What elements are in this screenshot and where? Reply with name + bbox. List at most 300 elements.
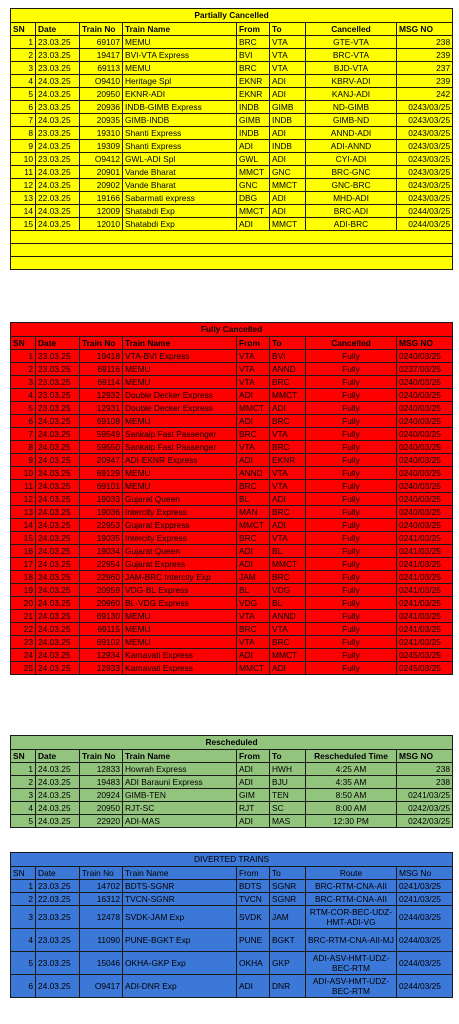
train-no-cell: 22953	[80, 519, 123, 532]
sn-cell: 4	[11, 75, 36, 88]
status-cell: RTM-COR-BEC-UDZ-HMT-ADI-VG	[306, 906, 397, 929]
date-cell: 24.03.25	[36, 649, 80, 662]
date-cell: 24.03.25	[36, 623, 80, 636]
date-cell: 24.03.25	[36, 166, 80, 179]
date-cell: 24.03.25	[36, 467, 80, 480]
date-cell: 24.03.25	[36, 140, 80, 153]
to-cell: BVI	[270, 350, 306, 363]
train-no-cell: 12010	[80, 218, 123, 231]
table-body	[11, 350, 453, 675]
status-cell: Fully	[306, 662, 397, 675]
to-cell: BRC	[270, 415, 306, 428]
from-cell: VTA	[237, 441, 270, 454]
date-cell: 24.03.25	[36, 88, 80, 101]
from-cell: SVDK	[237, 906, 270, 929]
blank-row	[11, 244, 453, 257]
msg-no-cell: 0241/03/25	[397, 584, 453, 597]
to-cell: MMCT	[270, 558, 306, 571]
partially-cancelled-table	[10, 8, 453, 270]
train-name-cell: Gujarat Queen	[123, 545, 237, 558]
status-cell: ADI-BRC	[306, 218, 397, 231]
from-cell: ADI	[237, 815, 270, 828]
train-no-cell: 19418	[80, 350, 123, 363]
from-cell: DBG	[237, 192, 270, 205]
status-cell: Fully	[306, 584, 397, 597]
train-no-cell: 20960	[80, 597, 123, 610]
date-cell: 24.03.25	[36, 597, 80, 610]
train-no-cell: 19035	[80, 532, 123, 545]
sn-cell: 13	[11, 192, 36, 205]
train-no-cell: 59549	[80, 428, 123, 441]
train-no-cell: 20935	[80, 114, 123, 127]
sn-cell: 6	[11, 101, 36, 114]
msg-no-cell: 0240/03/25	[397, 402, 453, 415]
from-cell: VTA	[237, 636, 270, 649]
col-header: MSG No	[397, 867, 453, 880]
msg-no-cell: 239	[397, 49, 453, 62]
from-cell: ADI	[237, 776, 270, 789]
to-cell: INDB	[270, 114, 306, 127]
table-row	[11, 179, 453, 192]
sn-cell: 4	[11, 802, 36, 815]
from-cell: EKNR	[237, 75, 270, 88]
to-cell: EKNR	[270, 454, 306, 467]
table-row	[11, 929, 453, 952]
train-name-cell: Intercity Express	[123, 506, 237, 519]
status-cell: Fully	[306, 363, 397, 376]
msg-no-cell: 0241/03/25	[397, 558, 453, 571]
msg-no-cell: 0243/03/25	[397, 166, 453, 179]
table-row	[11, 350, 453, 363]
table-row	[11, 893, 453, 906]
from-cell: MMCT	[237, 519, 270, 532]
table-row	[11, 880, 453, 893]
status-cell: Fully	[306, 454, 397, 467]
train-name-cell: Karnavati Express	[123, 649, 237, 662]
from-cell: GIM	[237, 789, 270, 802]
sn-cell: 20	[11, 597, 36, 610]
train-name-cell: Sankalp Fast Passenger	[123, 428, 237, 441]
train-no-cell: 20959	[80, 584, 123, 597]
sn-cell: 24	[11, 649, 36, 662]
from-cell: BVI	[237, 49, 270, 62]
table-row	[11, 166, 453, 179]
sn-cell: 5	[11, 952, 36, 975]
status-cell: KANJ-ADI	[306, 88, 397, 101]
train-no-cell: 20950	[80, 88, 123, 101]
table-row	[11, 49, 453, 62]
msg-no-cell: 0243/03/25	[397, 127, 453, 140]
col-header: Train Name	[123, 337, 237, 350]
sn-cell: 12	[11, 179, 36, 192]
to-cell: BRC	[270, 441, 306, 454]
status-cell: Fully	[306, 506, 397, 519]
table-row	[11, 480, 453, 493]
train-name-cell: Heritage Spl	[123, 75, 237, 88]
table-row	[11, 441, 453, 454]
to-cell: ADI	[270, 519, 306, 532]
sn-cell: 4	[11, 389, 36, 402]
status-cell: ANND-ADI	[306, 127, 397, 140]
table-row	[11, 975, 453, 998]
status-cell: CYI-ADI	[306, 153, 397, 166]
train-no-cell: 12933	[80, 662, 123, 675]
train-no-cell: 20902	[80, 179, 123, 192]
status-cell: 4:25 AM	[306, 763, 397, 776]
sn-cell: 2	[11, 49, 36, 62]
status-cell: Fully	[306, 467, 397, 480]
train-name-cell: BDTS-SGNR	[123, 880, 237, 893]
msg-no-cell: 0244/03/25	[397, 205, 453, 218]
col-header: Date	[36, 337, 80, 350]
table-row	[11, 545, 453, 558]
table-row	[11, 88, 453, 101]
to-cell: ADI	[270, 127, 306, 140]
sn-cell: 14	[11, 205, 36, 218]
col-header: Cancelled	[306, 23, 397, 36]
train-name-cell: MEMU	[123, 36, 237, 49]
table-body	[11, 880, 453, 998]
msg-no-cell: 0241/03/25	[397, 623, 453, 636]
train-no-cell: 12934	[80, 649, 123, 662]
msg-no-cell: 0243/03/25	[397, 192, 453, 205]
to-cell: ADI	[270, 662, 306, 675]
msg-no-cell: 0244/03/25	[397, 218, 453, 231]
to-cell: BJU	[270, 776, 306, 789]
table-row	[11, 402, 453, 415]
train-no-cell: 22920	[80, 815, 123, 828]
from-cell: BRC	[237, 36, 270, 49]
table-row	[11, 571, 453, 584]
sn-cell: 15	[11, 218, 36, 231]
date-cell: 23.03.25	[36, 906, 80, 929]
train-name-cell: GIMB-TEN	[123, 789, 237, 802]
col-header: Route	[306, 867, 397, 880]
train-name-cell: Intercity Express	[123, 532, 237, 545]
to-cell: ADI	[270, 75, 306, 88]
date-cell: 24.03.25	[36, 205, 80, 218]
status-cell: KBRV-ADI	[306, 75, 397, 88]
header-row	[11, 23, 453, 36]
msg-no-cell: 0240/03/25	[397, 441, 453, 454]
sn-cell: 25	[11, 662, 36, 675]
status-cell: Fully	[306, 571, 397, 584]
table-row	[11, 218, 453, 231]
train-name-cell: OKHA-GKP Exp	[123, 952, 237, 975]
to-cell: BRC	[270, 571, 306, 584]
status-cell: ADI-ASV-HMT-UDZ-BEC-RTM	[306, 975, 397, 998]
to-cell: ADI	[270, 205, 306, 218]
date-cell: 24.03.25	[36, 763, 80, 776]
date-cell: 23.03.25	[36, 101, 80, 114]
to-cell: VTA	[270, 36, 306, 49]
partially-cancelled-section	[10, 8, 452, 270]
msg-no-cell: 0241/03/25	[397, 610, 453, 623]
table-row	[11, 815, 453, 828]
from-cell: GNC	[237, 179, 270, 192]
date-cell: 24.03.25	[36, 415, 80, 428]
from-cell: GWL	[237, 153, 270, 166]
train-no-cell: 12833	[80, 763, 123, 776]
table-row	[11, 363, 453, 376]
train-no-cell: 19033	[80, 493, 123, 506]
status-cell: Fully	[306, 532, 397, 545]
from-cell: JAM	[237, 571, 270, 584]
to-cell: BL	[270, 545, 306, 558]
train-no-cell: 22960	[80, 571, 123, 584]
train-no-cell: 14702	[80, 880, 123, 893]
msg-no-cell: 0241/03/25	[397, 789, 453, 802]
sn-cell: 6	[11, 975, 36, 998]
train-no-cell: 12478	[80, 906, 123, 929]
train-no-cell: 19036	[80, 506, 123, 519]
sn-cell: 7	[11, 114, 36, 127]
sn-cell: 3	[11, 906, 36, 929]
col-header: SN	[11, 23, 36, 36]
from-cell: PUNE	[237, 929, 270, 952]
to-cell: ADI	[270, 88, 306, 101]
table-row	[11, 662, 453, 675]
date-cell: 24.03.25	[36, 454, 80, 467]
msg-no-cell: 0243/03/25	[397, 140, 453, 153]
train-name-cell: MEMU	[123, 467, 237, 480]
col-header: Train Name	[123, 23, 237, 36]
to-cell: ADI	[270, 192, 306, 205]
from-cell: BRC	[237, 428, 270, 441]
train-name-cell: MEMU	[123, 636, 237, 649]
table-row	[11, 389, 453, 402]
sn-cell: 4	[11, 929, 36, 952]
to-cell: SGNR	[270, 893, 306, 906]
train-no-cell: 69130	[80, 610, 123, 623]
status-cell: ADI-ASV-HMT-UDZ-BEC-RTM	[306, 952, 397, 975]
sn-cell: 6	[11, 415, 36, 428]
train-name-cell: MEMU	[123, 62, 237, 75]
train-no-cell: 20924	[80, 789, 123, 802]
to-cell: ANND	[270, 610, 306, 623]
train-no-cell: 69107	[80, 36, 123, 49]
train-name-cell: ADI-DNR Exp	[123, 975, 237, 998]
date-cell: 23.03.25	[36, 402, 80, 415]
sn-cell: 10	[11, 153, 36, 166]
status-cell: BRC-RTM-CNA-AII-MJ	[306, 929, 397, 952]
diverted-table	[10, 852, 453, 998]
train-name-cell: RJT-SC	[123, 802, 237, 815]
date-cell: 24.03.25	[36, 545, 80, 558]
train-name-cell: ADI-EKNR Express	[123, 454, 237, 467]
sn-cell: 11	[11, 480, 36, 493]
from-cell: VTA	[237, 350, 270, 363]
col-header: Train Name	[123, 867, 237, 880]
col-header: SN	[11, 867, 36, 880]
col-header: From	[237, 750, 270, 763]
col-header: MSG NO	[397, 750, 453, 763]
table-row	[11, 454, 453, 467]
msg-no-cell: 242	[397, 88, 453, 101]
table-row	[11, 467, 453, 480]
sn-cell: 5	[11, 88, 36, 101]
status-cell: Fully	[306, 402, 397, 415]
status-cell: GNC-BRC	[306, 179, 397, 192]
to-cell: SGNR	[270, 880, 306, 893]
train-name-cell: PUNE-BGKT Exp	[123, 929, 237, 952]
train-name-cell: JAM-BRC Intercity Exp	[123, 571, 237, 584]
from-cell: ADI	[237, 454, 270, 467]
to-cell: ADI	[270, 153, 306, 166]
col-header: MSG NO	[397, 337, 453, 350]
from-cell: ADI	[237, 545, 270, 558]
col-header: Rescheduled Time	[306, 750, 397, 763]
sn-cell: 1	[11, 880, 36, 893]
sn-cell: 7	[11, 428, 36, 441]
date-cell: 24.03.25	[36, 519, 80, 532]
train-name-cell: Sankalp Fast Passenger	[123, 441, 237, 454]
from-cell: ADI	[237, 140, 270, 153]
train-no-cell: 19034	[80, 545, 123, 558]
table-row	[11, 153, 453, 166]
col-header: Train No	[80, 23, 123, 36]
date-cell: 23.03.25	[36, 49, 80, 62]
date-cell: 24.03.25	[36, 802, 80, 815]
msg-no-cell: 0243/03/25	[397, 179, 453, 192]
sn-cell: 16	[11, 545, 36, 558]
msg-no-cell: 0241/03/25	[397, 893, 453, 906]
sn-cell: 2	[11, 893, 36, 906]
train-name-cell: VTA-BVI Express	[123, 350, 237, 363]
train-name-cell: Sabarmati express	[123, 192, 237, 205]
train-no-cell: O9417	[80, 975, 123, 998]
diverted-section	[10, 852, 452, 998]
date-cell: 24.03.25	[36, 532, 80, 545]
sn-cell: 1	[11, 763, 36, 776]
train-name-cell: GWL-ADI Spl	[123, 153, 237, 166]
table-row	[11, 506, 453, 519]
to-cell: BGKT	[270, 929, 306, 952]
train-name-cell: Karnavati Express	[123, 662, 237, 675]
table-row	[11, 532, 453, 545]
train-no-cell: 15046	[80, 952, 123, 975]
header-row	[11, 337, 453, 350]
status-cell: Fully	[306, 493, 397, 506]
train-name-cell: MEMU	[123, 610, 237, 623]
col-header: To	[270, 337, 306, 350]
date-cell: 22.03.25	[36, 893, 80, 906]
status-cell: BRC-RTM-CNA-AII	[306, 880, 397, 893]
col-header: To	[270, 867, 306, 880]
sn-cell: 9	[11, 140, 36, 153]
date-cell: 23.03.25	[36, 376, 80, 389]
msg-no-cell: 0237/03/25	[397, 363, 453, 376]
msg-no-cell: 0241/03/25	[397, 545, 453, 558]
train-name-cell: ADI-MAS	[123, 815, 237, 828]
status-cell: Fully	[306, 636, 397, 649]
table-row	[11, 75, 453, 88]
to-cell: BRC	[270, 376, 306, 389]
sn-cell: 2	[11, 776, 36, 789]
sn-cell: 15	[11, 532, 36, 545]
train-name-cell: SVDK-JAM Exp	[123, 906, 237, 929]
msg-no-cell: 0240/03/25	[397, 467, 453, 480]
to-cell: VTA	[270, 480, 306, 493]
col-header: From	[237, 23, 270, 36]
train-no-cell: 19483	[80, 776, 123, 789]
train-no-cell: 20947	[80, 454, 123, 467]
from-cell: VTA	[237, 363, 270, 376]
sn-cell: 9	[11, 454, 36, 467]
col-header: To	[270, 750, 306, 763]
table-row	[11, 140, 453, 153]
from-cell: MMCT	[237, 662, 270, 675]
status-cell: GTE-VTA	[306, 36, 397, 49]
status-cell: GIMB-ND	[306, 114, 397, 127]
from-cell: VTA	[237, 610, 270, 623]
to-cell: INDB	[270, 140, 306, 153]
from-cell: GIMB	[237, 114, 270, 127]
from-cell: MMCT	[237, 166, 270, 179]
date-cell: 23.03.25	[36, 363, 80, 376]
train-name-cell: MEMU	[123, 415, 237, 428]
from-cell: ADI	[237, 558, 270, 571]
sn-cell: 22	[11, 623, 36, 636]
sn-cell: 14	[11, 519, 36, 532]
status-cell: Fully	[306, 545, 397, 558]
train-name-cell: INDB-GIMB Express	[123, 101, 237, 114]
train-name-cell: Gujarat Exppress	[123, 519, 237, 532]
to-cell: MAS	[270, 815, 306, 828]
section-title: DIVERTED TRAINS	[11, 853, 453, 867]
table-row	[11, 649, 453, 662]
status-cell: Fully	[306, 376, 397, 389]
from-cell: VDG	[237, 597, 270, 610]
to-cell: SC	[270, 802, 306, 815]
blank-row	[11, 257, 453, 270]
status-cell: BRC-RTM-CNA-AII	[306, 893, 397, 906]
train-no-cell: 19310	[80, 127, 123, 140]
table-row	[11, 114, 453, 127]
from-cell: ADI	[237, 415, 270, 428]
to-cell: VTA	[270, 428, 306, 441]
from-cell: BRC	[237, 62, 270, 75]
train-name-cell: Gujarat Queen	[123, 493, 237, 506]
date-cell: 24.03.25	[36, 558, 80, 571]
from-cell: ADI	[237, 218, 270, 231]
msg-no-cell: 0240/03/25	[397, 519, 453, 532]
train-name-cell: Shanti Express	[123, 127, 237, 140]
col-header: From	[237, 867, 270, 880]
train-name-cell: Shatabdi Exp	[123, 218, 237, 231]
to-cell: DNR	[270, 975, 306, 998]
col-header: Date	[36, 750, 80, 763]
train-name-cell: EKNR-ADI	[123, 88, 237, 101]
train-no-cell: 69115	[80, 623, 123, 636]
status-cell: Fully	[306, 480, 397, 493]
train-no-cell: 20936	[80, 101, 123, 114]
train-no-cell: 20901	[80, 166, 123, 179]
table-row	[11, 802, 453, 815]
from-cell: ADI	[237, 763, 270, 776]
train-name-cell: Howrah Express	[123, 763, 237, 776]
table-row	[11, 789, 453, 802]
table-row	[11, 205, 453, 218]
msg-no-cell: 0240/03/25	[397, 376, 453, 389]
status-cell: BRC-GNC	[306, 166, 397, 179]
table-row	[11, 610, 453, 623]
col-header: Date	[36, 867, 80, 880]
train-no-cell: 69114	[80, 376, 123, 389]
status-cell: ADI-ANND	[306, 140, 397, 153]
to-cell: TEN	[270, 789, 306, 802]
train-no-cell: 19166	[80, 192, 123, 205]
